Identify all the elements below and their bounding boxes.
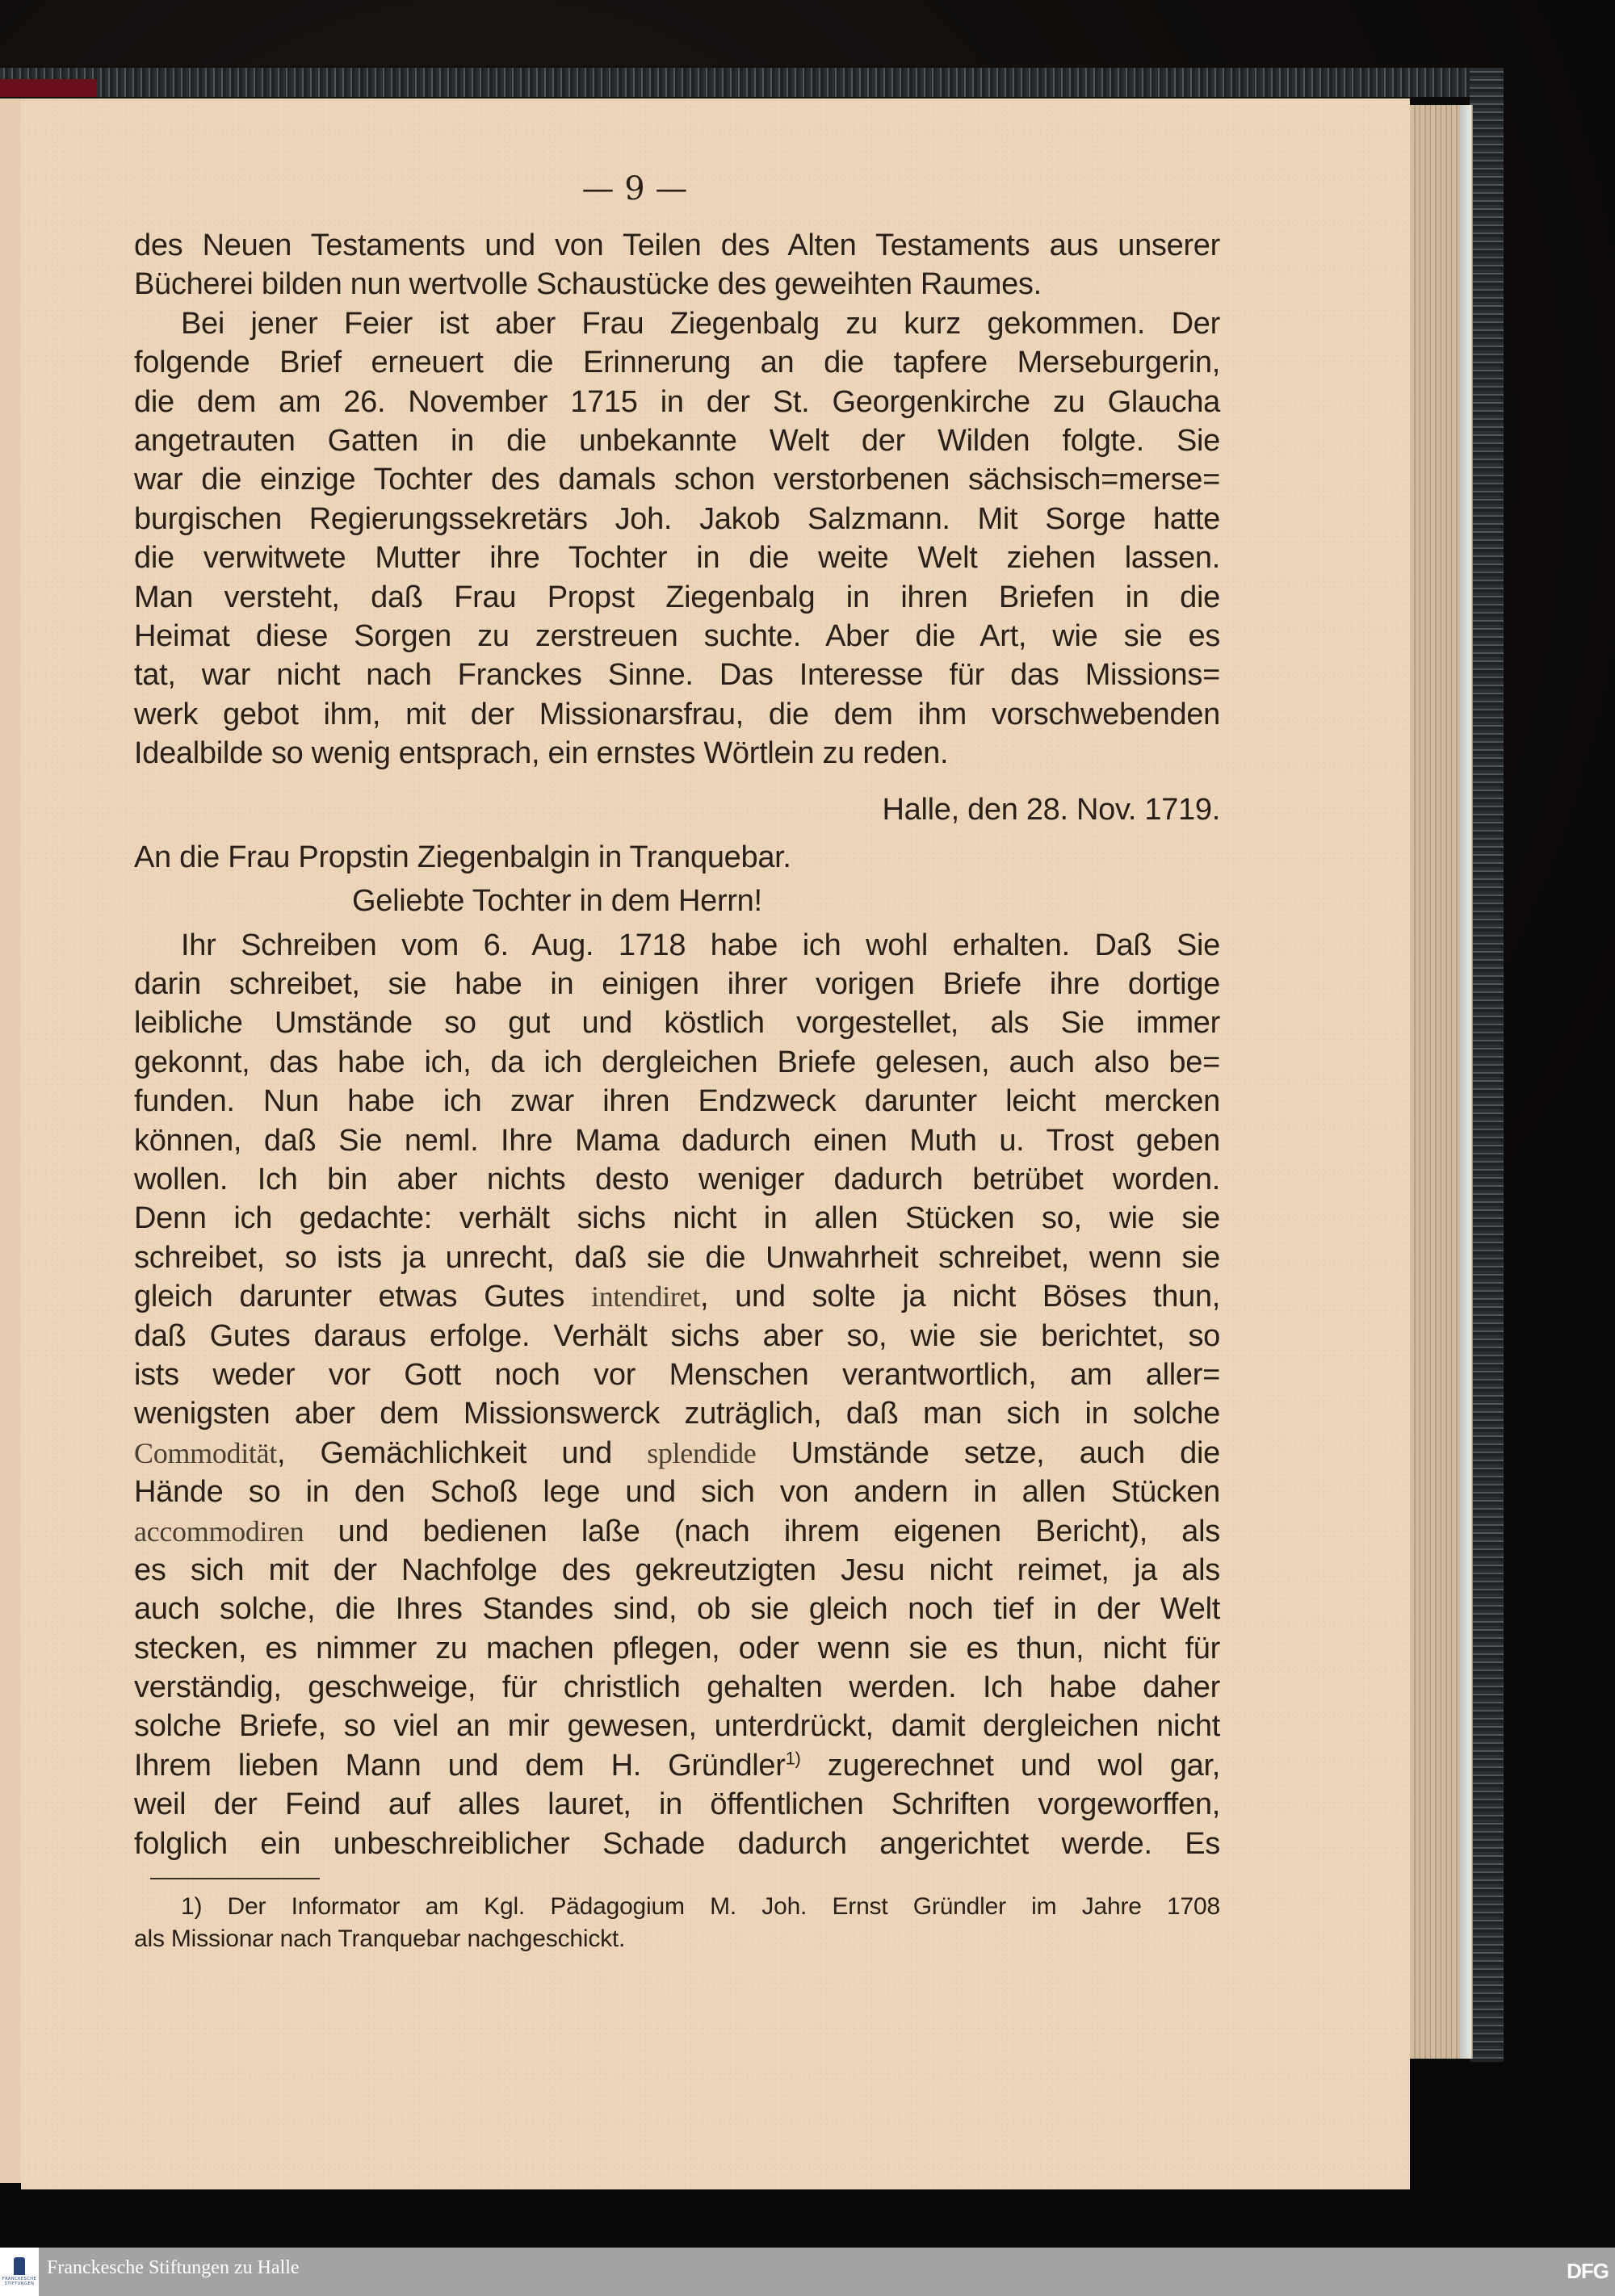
logo-text: FRANCKESCHE STIFTUNGEN bbox=[2, 2277, 37, 2286]
letter-text-line bbox=[134, 1785, 1220, 1824]
intro-text-line: Bei jener Feier ist aber Frau Ziegenbalg zu kurz gekommen. Der bbox=[181, 306, 1220, 341]
letter-text-line bbox=[134, 1317, 1220, 1355]
letter-text-line bbox=[134, 1003, 1220, 1042]
text-span: funden. Nun habe ich zwar ihren Endzweck darunter leicht mercken bbox=[134, 1084, 1220, 1119]
text-span: leibliche Umstände so gut und köstlich vorgestellet, als Sie immer bbox=[134, 1006, 1220, 1041]
letter-text-line bbox=[134, 1707, 1220, 1745]
intro-text-line: die dem am 26. November 1715 in der St. Georgenkirche zu Glaucha bbox=[134, 384, 1220, 419]
text-span: folglich ein unbeschreiblicher Schade dadurch angerichtet werde. Es bbox=[134, 1826, 1220, 1861]
previous-page-edge bbox=[0, 98, 23, 2183]
letter-text-line bbox=[134, 965, 1220, 1003]
book-binding-right bbox=[1470, 68, 1504, 2062]
letter-text-line bbox=[134, 1199, 1220, 1238]
intro-text-line: Heimat diese Sorgen zu zerstreuen suchte. Aber die Art, wie sie es bbox=[134, 618, 1220, 653]
letter-text-line bbox=[134, 1590, 1220, 1628]
text-span: solche Briefe, so viel an mir gewesen, unterdrückt, damit dergleichen nicht bbox=[134, 1709, 1220, 1744]
letter-text-line bbox=[134, 1434, 1220, 1473]
letter-text-line bbox=[134, 1238, 1220, 1277]
letter-body bbox=[134, 926, 1220, 1863]
footnote-line: 1) Der Informator am Kgl. Pädagogium M. Joh. Ernst Gründler im Jahre 1708 bbox=[181, 1893, 1220, 1921]
letter-text-line bbox=[134, 1160, 1220, 1199]
letter-text-line bbox=[134, 1082, 1220, 1121]
text-span: wenigsten aber dem Missionswerck zuträglich, daß man sich in solche bbox=[134, 1397, 1220, 1431]
text-span: weil der Feind auf alles lauret, in öffentlichen Schriften vorgeworffen, bbox=[134, 1787, 1220, 1822]
text-span: können, daß Sie neml. Ihre Mama dadurch einen Muth u. Trost geben bbox=[134, 1123, 1220, 1158]
text-span: , Gemächlichkeit und bbox=[277, 1435, 648, 1470]
text-span: wollen. Ich bin aber nichts desto weniger dadurch betrübet worden. bbox=[134, 1162, 1220, 1196]
latin-term: Commodität bbox=[134, 1436, 278, 1469]
letter-dateline: Halle, den 28. Nov. 1719. bbox=[882, 793, 1220, 827]
intro-text-line: Bücherei bilden nun wertvolle Schaustücke des geweihten Raumes. bbox=[134, 267, 1042, 302]
letter-text-line bbox=[134, 1394, 1220, 1433]
footnote-line: als Missionar nach Tranquebar nachgeschickt. bbox=[134, 1925, 626, 1953]
latin-term: accommodiren bbox=[134, 1515, 304, 1548]
text-span: Ihrem lieben Mann und dem H. Gründler bbox=[134, 1748, 786, 1783]
intro-text-line: werk gebot ihm, mit der Missionarsfrau, die dem ihm vorschwebenden bbox=[134, 697, 1220, 731]
text-span: stecken, es nimmer zu machen pflegen, oder wenn sie es thun, nicht für bbox=[134, 1631, 1220, 1665]
text-span: Ihr Schreiben vom 6. Aug. 1718 habe ich wohl erhalten. Daß Sie bbox=[181, 928, 1220, 962]
letter-salutation: Geliebte Tochter in dem Herrn! bbox=[352, 884, 762, 919]
logo-figure-icon bbox=[14, 2257, 25, 2275]
institution-name[interactable]: Franckesche Stiftungen zu Halle bbox=[47, 2257, 300, 2278]
text-span: Hände so in den Schoß lege und sich von andern in allen Stücken bbox=[134, 1475, 1220, 1510]
book-binding-top bbox=[0, 68, 1502, 97]
latin-term: intendiret bbox=[591, 1280, 700, 1313]
intro-text-line: die verwitwete Mutter ihre Tochter in die weite Welt ziehen lassen. bbox=[134, 541, 1220, 576]
letter-text-line bbox=[134, 1512, 1220, 1551]
letter-text-line bbox=[134, 1746, 1220, 1785]
book-binding-red-edge bbox=[0, 79, 97, 97]
letter-text-line bbox=[134, 1825, 1220, 1863]
letter-text-line bbox=[134, 1121, 1220, 1160]
page-number: — 9 — bbox=[581, 170, 688, 207]
viewer-footer-bar bbox=[0, 2248, 1615, 2296]
text-span: daß Gutes daraus erfolge. Verhält sichs aber so, wie sie berichtet, so bbox=[134, 1318, 1220, 1353]
letter-text-line bbox=[134, 1551, 1220, 1590]
franckesche-stiftungen-logo[interactable] bbox=[0, 2248, 39, 2296]
intro-text-line: tat, war nicht nach Franckes Sinne. Das Interesse für das Missions= bbox=[134, 658, 1220, 693]
letter-address: An die Frau Propstin Ziegenbalgin in Tranquebar. bbox=[134, 840, 791, 874]
intro-text-line: des Neuen Testaments und von Teilen des Alten Testaments aus unserer bbox=[134, 228, 1220, 262]
intro-text-line: Man versteht, daß Frau Propst Ziegenbalg in ihren Briefen in die bbox=[134, 580, 1220, 614]
footnote-reference: 1) bbox=[785, 1748, 801, 1769]
text-span: ists weder vor Gott noch vor Menschen verantwortlich, am aller= bbox=[134, 1357, 1220, 1392]
intro-text-line: Idealbilde so wenig entsprach, ein ernstes Wörtlein zu reden. bbox=[134, 736, 949, 771]
text-span: Umstände setze, auch die bbox=[756, 1435, 1220, 1470]
text-span: verständig, geschweige, für christlich gehalten werden. Ich habe daher bbox=[134, 1670, 1220, 1705]
text-span: gekonnt, das habe ich, da ich dergleichen Briefe gelesen, auch also be= bbox=[134, 1045, 1220, 1079]
page-text bbox=[134, 226, 1220, 1955]
intro-text-line: burgischen Regierungssekretärs Joh. Jakob Salzmann. Mit Sorge hatte bbox=[134, 501, 1220, 536]
text-span: schreibet, so ists ja unrecht, daß sie die Unwahrheit schreibet, wenn sie bbox=[134, 1240, 1220, 1275]
page-stack-edge-highlight bbox=[1460, 105, 1471, 2059]
footnotes bbox=[134, 1891, 1220, 1955]
text-span: gleich darunter etwas Gutes bbox=[134, 1280, 592, 1314]
text-span: es sich mit der Nachfolge des gekreutzigten Jesu nicht reimet, ja als bbox=[134, 1552, 1220, 1587]
letter-text-line bbox=[134, 1277, 1220, 1316]
letter-text-line bbox=[134, 926, 1220, 965]
book-page bbox=[21, 98, 1410, 2189]
text-span: auch solche, die Ihres Standes sind, ob sie gleich noch tief in der Welt bbox=[134, 1592, 1220, 1627]
latin-term: splendide bbox=[647, 1436, 757, 1469]
text-span: zugerechnet und wol gar, bbox=[800, 1748, 1221, 1783]
text-span: und bedienen laße (nach ihrem eigenen Bericht), als bbox=[304, 1514, 1220, 1548]
letter-text-line bbox=[134, 1043, 1220, 1082]
text-span: Denn ich gedachte: verhält sichs nicht in allen Stücken so, wie sie bbox=[134, 1201, 1220, 1236]
intro-text-line: war die einzige Tochter des damals schon verstorbenen sächsisch=merse= bbox=[134, 463, 1220, 497]
letter-text-line bbox=[134, 1629, 1220, 1668]
letter-text-line bbox=[134, 1668, 1220, 1707]
intro-paragraphs bbox=[134, 226, 1220, 773]
letter-text-line bbox=[134, 1355, 1220, 1394]
intro-text-line: folgende Brief erneuert die Erinnerung an die tapfere Merseburgerin, bbox=[134, 346, 1220, 380]
text-span: darin schreibet, sie habe in einigen ihrer vorigen Briefe ihre dortige bbox=[134, 967, 1220, 1002]
dfg-logo[interactable]: DFG bbox=[1567, 2259, 1609, 2283]
intro-text-line: angetrauten Gatten in die unbekannte Welt der Wilden folgte. Sie bbox=[134, 423, 1220, 458]
text-span: , und solte ja nicht Böses thun, bbox=[699, 1280, 1220, 1314]
letter-text-line bbox=[134, 1473, 1220, 1511]
footnote-rule bbox=[150, 1878, 320, 1879]
